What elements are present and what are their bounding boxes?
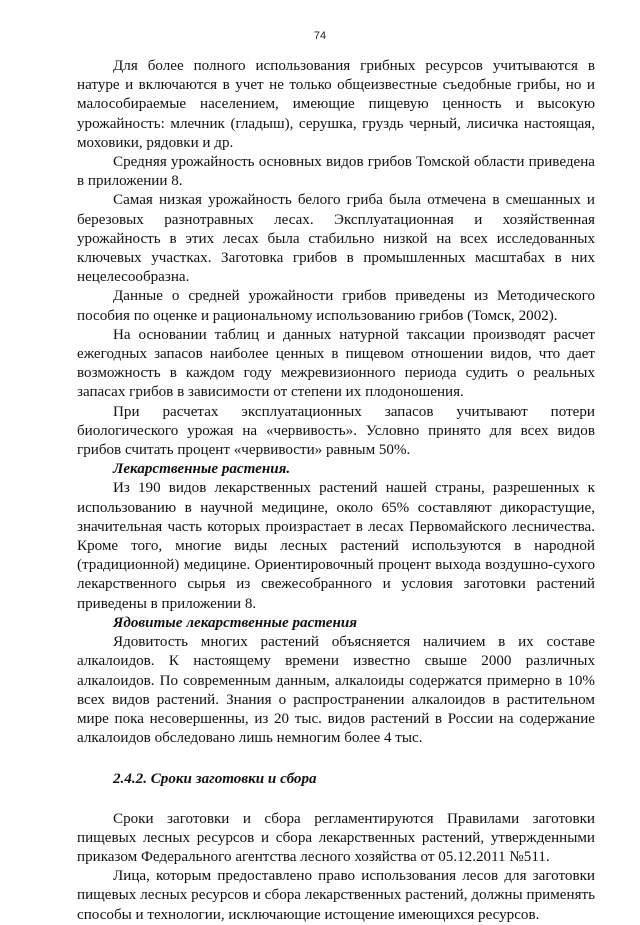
paragraph: Лица, которым предоставлено право использования лесов для заготовки пищевых лесных ресурсов и сбора лекарственных растений, должны применять способы и технологии, исключающие истощение имеющихся ресурсов.: [77, 868, 595, 923]
paragraph: Сроки заготовки и сбора регламентируются Правилами заготовки пищевых лесных ресурсов и сбора лекарственных растений, утвержденными приказом Федерального агентства лесного хозяйства от 05.12.2011 №511.: [77, 810, 595, 865]
document-body: [77, 57, 595, 925]
subheading-medicinal-plants: Лекарственные растения.: [113, 461, 291, 478]
paragraph: Данные о средней урожайности грибов приведены из Методического пособия по оценке и рациональному использованию грибов (Томск, 2002).: [77, 288, 595, 324]
section-heading: 2.4.2. Сроки заготовки и сбора: [113, 771, 317, 788]
paragraph: При расчетах эксплуатационных запасов учитывают потери биологического урожая на «червивость». Условно принято для всех видов грибов считать процент «червивости» равным 50%.: [77, 403, 595, 459]
paragraph: Средняя урожайность основных видов грибов Томской области приведена в приложении 8.: [77, 154, 595, 190]
subheading-poisonous-plants: Ядовитые лекарственные растения: [113, 614, 358, 631]
paragraph: Самая низкая урожайность белого гриба была отмечена в смешанных и березовых разнотравных лесах. Эксплуатационная и хозяйственная урожайность в этих лесах была стабильно низкой на всех исследованных ключевых участках. Заготовка грибов в промышленных масштабах в них нецелесообразна.: [77, 192, 595, 286]
paragraph: Из 190 видов лекарственных растений нашей страны, разрешенных к использованию в научной медицине, около 65% составляют дикорастущие, значительная часть которых произрастает в лесах Первомайского лесничества. Кроме того, многие виды лесных растений используются в народной (традиционной) медицине. Ориентировочный процент выхода воздушно-сухого лекарственного сырья из свежесобранного и условия заготовки растений приведены в приложении 8.: [77, 480, 595, 612]
page-number: 74: [313, 30, 327, 42]
paragraph: Ядовитость многих растений объясняется наличием в их составе алкалоидов. К настоящему времени известно свыше 2000 различных алкалоидов. По современным данным, алкалоиды содержатся примерно в 10% всех видов растений. Знания о распространении алкалоидов в растительном мире пока несовершенны, из 20 тыс. видов растений в России на содержание алкалоидов обследовано лишь немногим более 4 тыс.: [77, 634, 595, 747]
paragraph: Для более полного использования грибных ресурсов учитываются в натуре и включаются в учет не только общеизвестные съедобные грибы, но и малособираемые населением, имеющие пищевую ценность и высокую урожайность: млечник (гладыш), серушка, груздь черный, лисичка настоящая, моховики, рядовки и др.: [77, 58, 595, 151]
paragraph: На основании таблиц и данных натурной таксации производят расчет ежегодных запасов наиболее ценных в пищевом отношении видов, что дает возможность в каждом году межревизионного периода судить о реальных запасах грибов в зависимости от степени их плодоношения.: [77, 326, 595, 401]
